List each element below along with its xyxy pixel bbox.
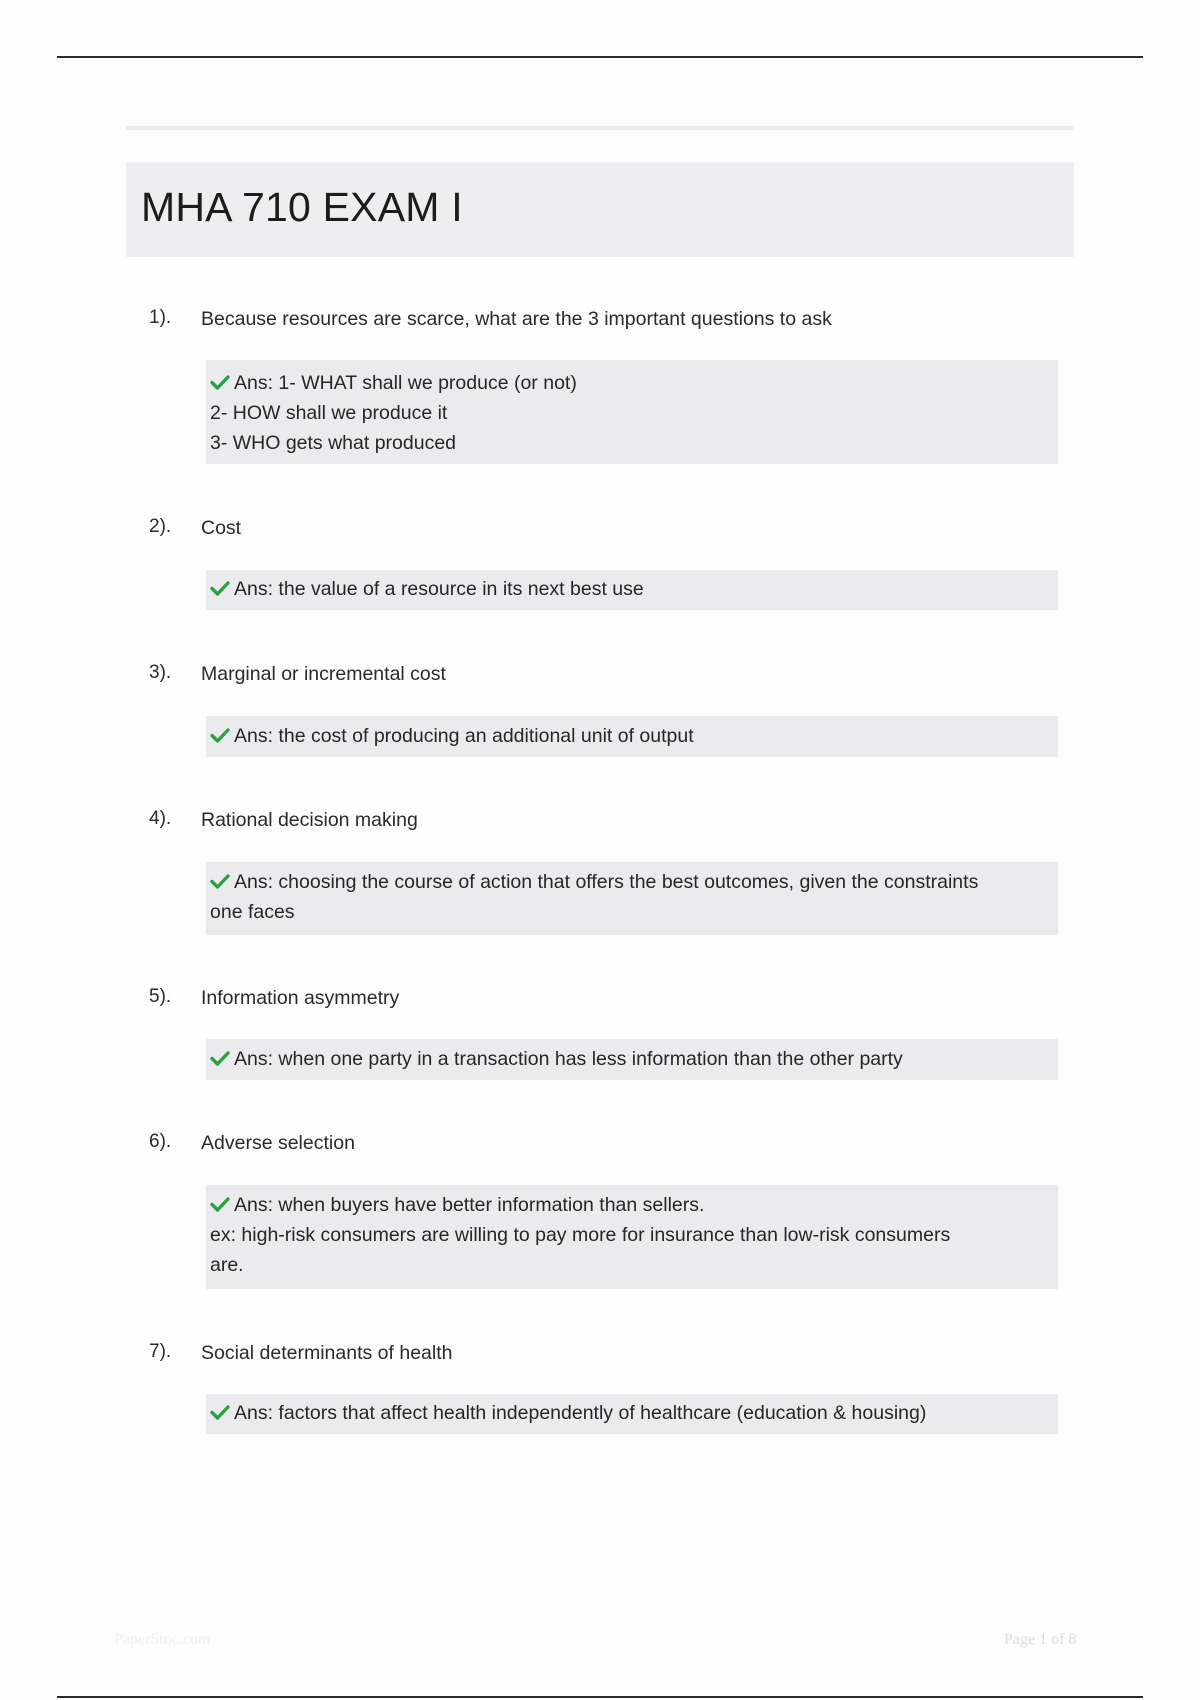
check-icon: [210, 727, 230, 743]
answer-line: Ans: 1- WHAT shall we produce (or not): [210, 368, 1052, 398]
answer-box: [206, 862, 1058, 935]
answer-line: 3- WHO gets what produced: [210, 432, 457, 454]
answer-line: one faces: [210, 901, 295, 923]
question-number: 1).: [149, 307, 172, 328]
answer-line: Ans: when one party in a transaction has less information than the other party: [210, 1044, 1052, 1074]
answer-line: Ans: when buyers have better information than sellers.: [210, 1190, 1052, 1220]
check-icon: [210, 374, 230, 390]
answer-line: are.: [210, 1254, 244, 1276]
answer-box: [206, 1185, 1058, 1289]
answer-box: [206, 360, 1058, 464]
question-text: Social determinants of health: [201, 1342, 453, 1364]
check-icon: [210, 1050, 230, 1066]
question-number: 6).: [149, 1131, 172, 1152]
question-text: Rational decision making: [201, 809, 418, 831]
question-number: 4).: [149, 808, 172, 829]
question-text: Because resources are scarce, what are the 3 important questions to ask: [201, 308, 832, 330]
answer-line: Ans: the value of a resource in its next best use: [210, 574, 1052, 604]
question-number: 3).: [149, 662, 172, 683]
answer-line: 2- HOW shall we produce it: [210, 402, 448, 424]
answer-box: [206, 1039, 1058, 1080]
check-icon: [210, 873, 230, 889]
question-text: Cost: [201, 517, 242, 539]
question-number: 5).: [149, 986, 172, 1007]
question-text: Adverse selection: [201, 1132, 355, 1154]
watermark-text: PaperStoc.com: [114, 1631, 211, 1648]
question-number: 7).: [149, 1341, 172, 1362]
answer-line: Ans: the cost of producing an additional unit of output: [210, 721, 1052, 751]
answer-line: Ans: factors that affect health independently of healthcare (education & housing): [210, 1398, 1052, 1428]
answer-box: [206, 1394, 1058, 1434]
check-icon: [210, 580, 230, 596]
answer-box: [206, 716, 1058, 757]
question-number: 2).: [149, 516, 172, 537]
answer-box: [206, 570, 1058, 610]
bottom-rule: [57, 1696, 1143, 1698]
answer-line: ex: high-risk consumers are willing to pay more for insurance than low-risk consumers: [210, 1224, 951, 1246]
answer-line: Ans: choosing the course of action that offers the best outcomes, given the constraints: [210, 867, 1052, 897]
check-icon: [210, 1404, 230, 1420]
page-title: MHA 710 EXAM I: [141, 184, 463, 230]
question-text: Marginal or incremental cost: [201, 663, 446, 685]
page-number: Page 1 of 8: [1004, 1631, 1077, 1648]
question-text: Information asymmetry: [201, 987, 400, 1009]
check-icon: [210, 1196, 230, 1212]
